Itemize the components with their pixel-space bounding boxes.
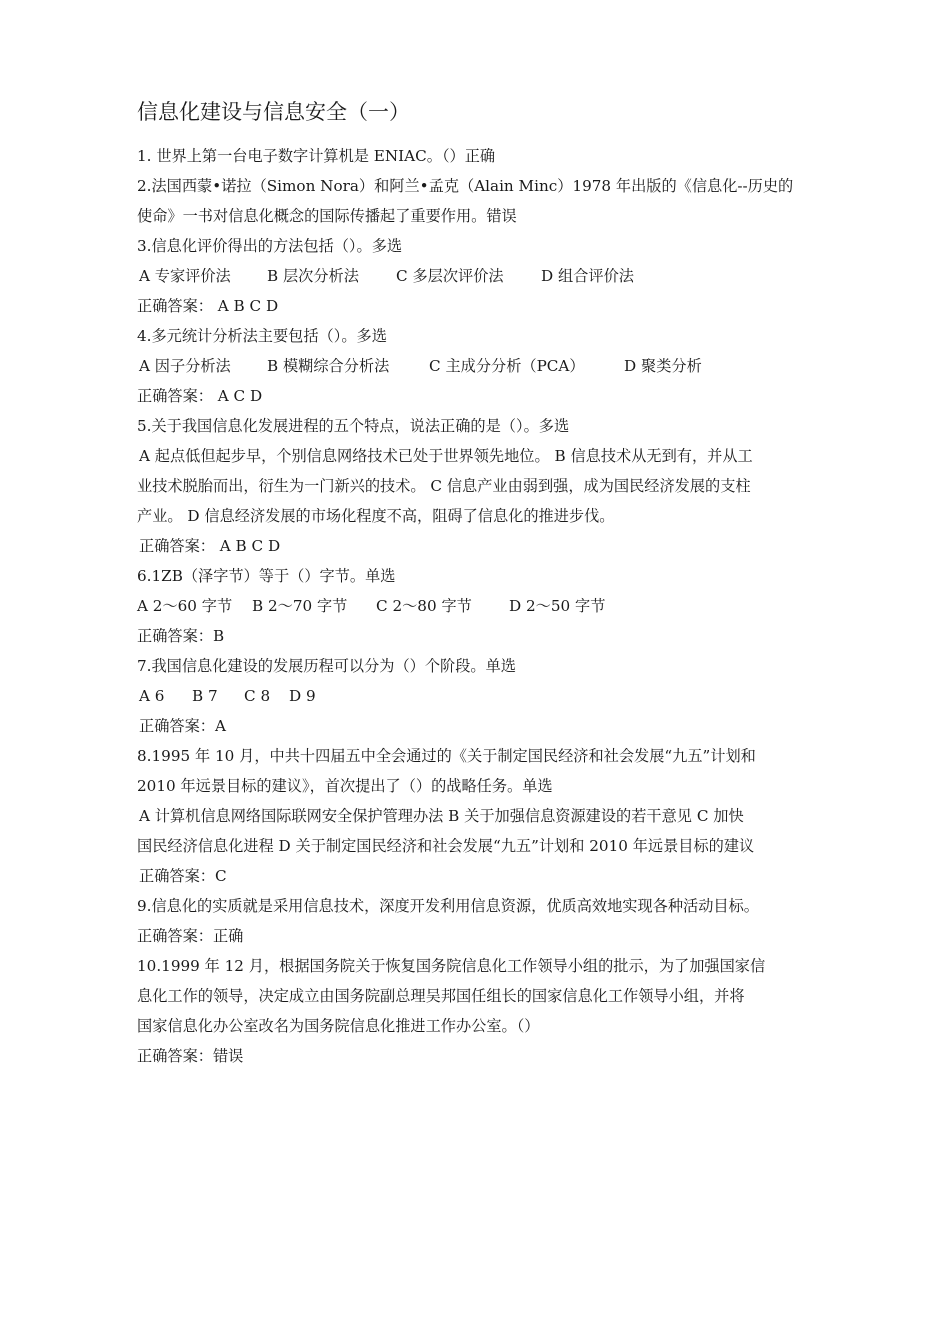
option-b: B 2～70 字节 xyxy=(252,597,348,615)
question-10-answer: 正确答案：错误 xyxy=(137,1047,244,1065)
question-10-line-3: 国家信息化办公室改名为国务院信息化推进工作办公室。（） xyxy=(137,1017,540,1035)
option-c: C 多层次评价法 xyxy=(396,267,504,285)
question-6-answer: 正确答案：B xyxy=(137,627,225,645)
option-c: C 主成分分析（PCA） xyxy=(429,357,585,375)
question-8-line-1: 8.1995 年 10 月，中共十四届五中全会通过的《关于制定国民经济和社会发展“九五”计划和 xyxy=(137,747,756,765)
question-5: 5.关于我国信息化发展进程的五个特点，说法正确的是（）。多选 xyxy=(137,417,570,435)
question-7-answer: 正确答案：A xyxy=(139,717,226,735)
option-c: C 8 xyxy=(244,687,271,705)
question-4-answer: 正确答案： A C D xyxy=(137,387,263,405)
option-a: A 专家评价法 xyxy=(139,267,231,285)
question-5-options-line-2: 业技术脱胎而出，衍生为一门新兴的技术。 C 信息产业由弱到强，成为国民经济发展的支柱 xyxy=(137,477,751,495)
question-7: 7.我国信息化建设的发展历程可以分为（）个阶段。单选 xyxy=(137,657,516,675)
question-6: 6.1ZB（泽字节）等于（）字节。单选 xyxy=(137,567,396,585)
option-a: A 2～60 字节 xyxy=(137,597,233,615)
question-3-answer: 正确答案： A B C D xyxy=(137,297,279,315)
option-d: D 2～50 字节 xyxy=(509,597,606,615)
question-8-answer: 正确答案：C xyxy=(139,867,227,885)
question-8-options-line-1: A 计算机信息网络国际联网安全保护管理办法 B 关于加强信息资源建设的若干意见 C 加快 xyxy=(139,807,744,825)
question-10-line-1: 10.1999 年 12 月，根据国务院关于恢复国务院信息化工作领导小组的批示，为了加强国家信 xyxy=(137,957,766,975)
question-2-line-2: 使命》一书对信息化概念的国际传播起了重要作用。错误 xyxy=(137,207,517,225)
question-9: 9.信息化的实质就是采用信息技术，深度开发利用信息资源，优质高效地实现各种活动目标。 xyxy=(137,897,759,915)
question-2-line-1: 2.法国西蒙•诺拉（Simon Nora）和阿兰•孟克（Alain Minc）1978 年出版的《信息化--历史的 xyxy=(137,177,794,195)
option-b: B 层次分析法 xyxy=(267,267,359,285)
question-5-answer: 正确答案： A B C D xyxy=(139,537,281,555)
page-title: 信息化建设与信息安全（一） xyxy=(137,100,410,124)
question-9-answer: 正确答案：正确 xyxy=(137,927,244,945)
option-d: D 9 xyxy=(289,687,316,705)
option-a: A 因子分析法 xyxy=(139,357,231,375)
question-4: 4.多元统计分析法主要包括（）。多选 xyxy=(137,327,387,345)
question-8-options-line-2: 国民经济信息化进程 D 关于制定国民经济和社会发展“九五”计划和 2010 年远景目标的建议 xyxy=(137,837,755,855)
question-3: 3.信息化评价得出的方法包括（）。多选 xyxy=(137,237,403,255)
option-d: D 聚类分析 xyxy=(624,357,702,375)
question-1: 1. 世界上第一台电子数字计算机是 ENIAC。（）正确 xyxy=(137,147,496,165)
question-5-options-line-1: A 起点低但起步早，个别信息网络技术已处于世界领先地位。 B 信息技术从无到有，并从工 xyxy=(139,447,753,465)
option-b: B 模糊综合分析法 xyxy=(267,357,390,375)
option-d: D 组合评价法 xyxy=(541,267,634,285)
question-8-line-2: 2010 年远景目标的建议》，首次提出了（）的战略任务。单选 xyxy=(137,777,553,795)
question-5-options-line-3: 产业。 D 信息经济发展的市场化程度不高，阻碍了信息化的推进步伐。 xyxy=(137,507,615,525)
question-10-line-2: 息化工作的领导，决定成立由国务院副总理吴邦国任组长的国家信息化工作领导小组，并将 xyxy=(137,987,745,1005)
option-a: A 6 xyxy=(139,687,165,705)
option-c: C 2～80 字节 xyxy=(376,597,472,615)
option-b: B 7 xyxy=(192,687,218,705)
